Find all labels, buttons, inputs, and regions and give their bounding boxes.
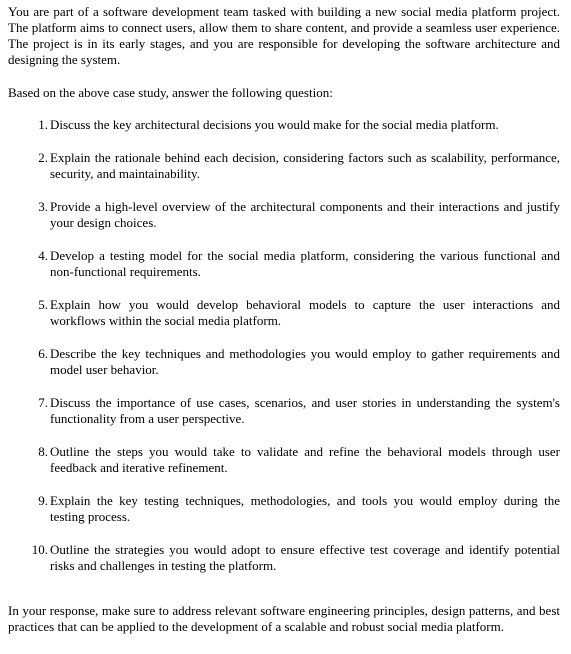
question-item bbox=[8, 395, 560, 427]
question-item bbox=[8, 199, 560, 231]
question-text: Explain how you would develop behavioral models to capture the user interactions and workflows within the social media platform. bbox=[50, 297, 560, 328]
question-text: Explain the key testing techniques, methodologies, and tools you would employ during the testing process. bbox=[50, 493, 560, 524]
question-text: Discuss the key architectural decisions you would make for the social media platform. bbox=[50, 117, 499, 132]
question-item bbox=[8, 542, 560, 574]
question-text: Outline the strategies you would adopt to ensure effective test coverage and identify potential risks and challenges in testing the platform. bbox=[50, 542, 560, 573]
question-item bbox=[8, 346, 560, 378]
question-text: Provide a high-level overview of the architectural components and their interactions and justify your design choices. bbox=[50, 199, 560, 230]
question-item bbox=[8, 493, 560, 525]
case-study-intro: You are part of a software development team tasked with building a new social media platform project. The platform aims to connect users, allow them to share content, and provide a seamless user experience. The project is in its early stages, and you are responsible for developing the software architecture and designing the system. bbox=[8, 4, 560, 67]
question-text: Explain the rationale behind each decision, considering factors such as scalability, performance, security, and maintainability. bbox=[50, 150, 560, 181]
question-number: 10. bbox=[31, 542, 48, 557]
question-prompt: Based on the above case study, answer the following question: bbox=[8, 85, 333, 100]
question-number: 3. bbox=[38, 199, 48, 214]
question-item bbox=[8, 297, 560, 329]
question-item bbox=[8, 248, 560, 280]
question-number: 7. bbox=[38, 395, 48, 410]
question-item bbox=[8, 444, 560, 476]
question-list bbox=[8, 117, 560, 574]
question-text: Describe the key techniques and methodologies you would employ to gather requirements and model user behavior. bbox=[50, 346, 560, 377]
question-text: Develop a testing model for the social media platform, considering the various functional and non-functional requirements. bbox=[50, 248, 560, 279]
question-number: 5. bbox=[38, 297, 48, 312]
response-instructions: In your response, make sure to address relevant software engineering principles, design patterns, and best practices that can be applied to the development of a scalable and robust social media platform. bbox=[8, 603, 560, 634]
question-text: Outline the steps you would take to validate and refine the behavioral models through user feedback and iterative refinement. bbox=[50, 444, 560, 475]
question-item bbox=[8, 117, 560, 133]
question-number: 8. bbox=[38, 444, 48, 459]
question-number: 1. bbox=[38, 117, 48, 132]
document-page bbox=[8, 4, 560, 635]
question-number: 2. bbox=[38, 150, 48, 165]
question-number: 6. bbox=[38, 346, 48, 361]
question-number: 9. bbox=[38, 493, 48, 508]
question-number: 4. bbox=[38, 248, 48, 263]
question-item bbox=[8, 150, 560, 182]
question-text: Discuss the importance of use cases, scenarios, and user stories in understanding the system's functionality from a user perspective. bbox=[50, 395, 560, 426]
